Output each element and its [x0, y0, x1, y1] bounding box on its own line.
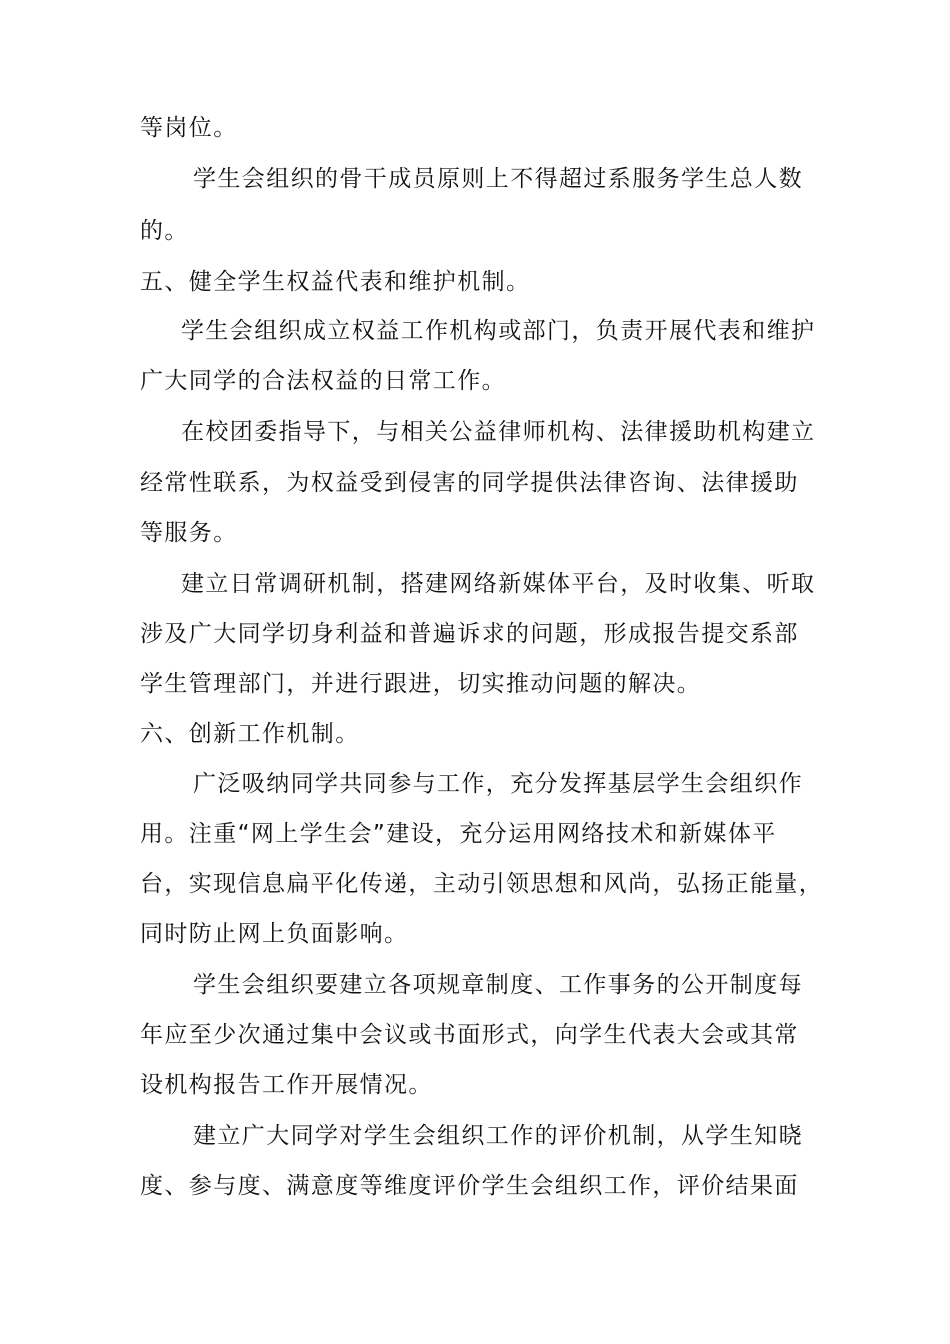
text-line-02: 学生会组织的骨干成员原则上不得超过系服务学生总人数 [193, 166, 803, 192]
text-line-01: 等岗位。 [140, 115, 238, 141]
text-line-07: 在校团委指导下，与相关公益律师机构、法律援助机构建立 [181, 419, 816, 445]
text-line-15: 用。注重“网上学生会”建设，充分运用网络技术和新媒体平 [140, 821, 777, 847]
text-line-09: 等服务。 [140, 520, 238, 546]
text-line-22: 度、参与度、满意度等维度评价学生会组织工作，评价结果面 [140, 1173, 799, 1199]
text-line-06: 广大同学的合法权益的日常工作。 [140, 368, 506, 394]
section-heading-5: 五、健全学生权益代表和维护机制。 [140, 269, 531, 295]
text-line-03: 的。 [140, 218, 189, 244]
text-line-17: 同时防止网上负面影响。 [140, 921, 409, 947]
text-line-08: 经常性联系，为权益受到侵害的同学提供法律咨询、法律援助 [140, 470, 799, 496]
text-line-10: 建立日常调研机制，搭建网络新媒体平台，及时收集、听取 [181, 571, 816, 597]
text-line-21: 建立广大同学对学生会组织工作的评价机制，从学生知晓 [193, 1123, 803, 1149]
text-line-18: 学生会组织要建立各项规章制度、工作事务的公开制度每 [193, 972, 803, 998]
text-line-12: 学生管理部门，并进行跟进，切实推动问题的解决。 [140, 671, 702, 697]
text-line-16: 台，实现信息扁平化传递，主动引领思想和风尚，弘扬正能量， [140, 871, 824, 897]
text-line-05: 学生会组织成立权益工作机构或部门，负责开展代表和维护 [181, 318, 816, 344]
section-heading-6: 六、创新工作机制。 [140, 721, 360, 747]
text-line-20: 设机构报告工作开展情况。 [140, 1072, 433, 1098]
text-line-14: 广泛吸纳同学共同参与工作，充分发挥基层学生会组织作 [193, 771, 803, 797]
text-line-19: 年应至少次通过集中会议或书面形式，向学生代表大会或其常 [140, 1022, 799, 1048]
text-line-11: 涉及广大同学切身利益和普遍诉求的问题，形成报告提交系部 [140, 621, 799, 647]
